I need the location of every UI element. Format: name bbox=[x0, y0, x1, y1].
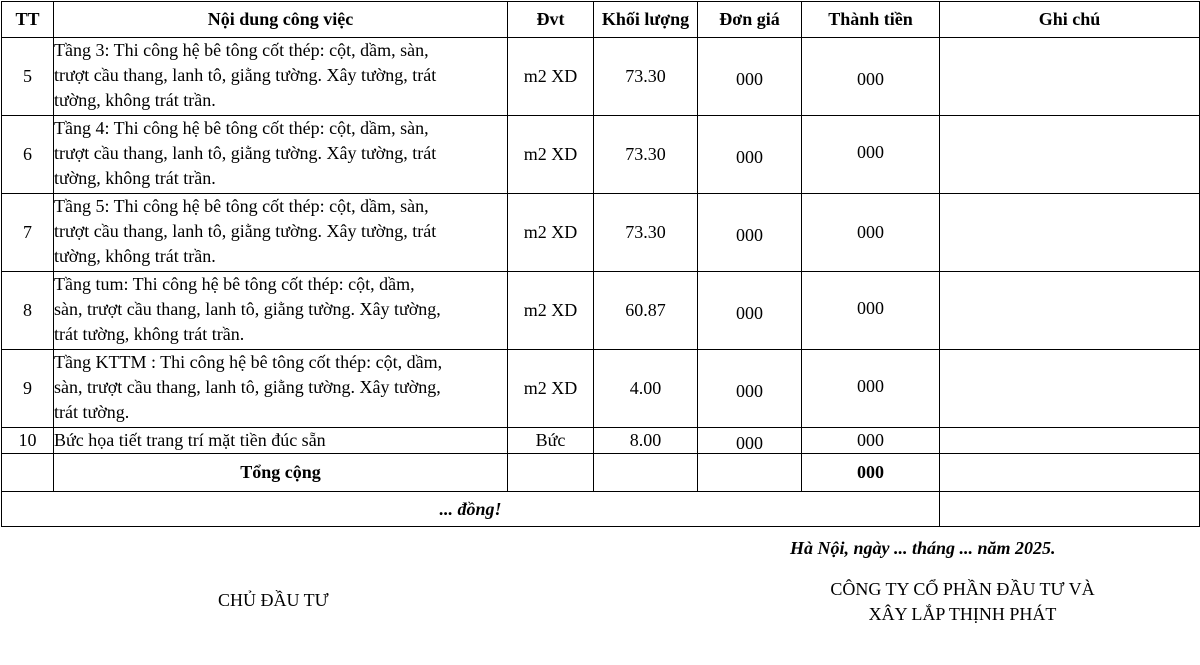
row-quantity: 60.87 bbox=[594, 272, 698, 350]
total-amount: 000 bbox=[802, 454, 940, 492]
total-tt-cell bbox=[2, 454, 54, 492]
row-content-text: Tầng KTTM : Thi công hệ bê tông cốt thép: cột, dầm, sàn, trượt cầu thang, lanh tô, giằng tường. Xây tường, trát tường. bbox=[54, 352, 443, 422]
row-tt: 6 bbox=[2, 116, 54, 194]
row-amount bbox=[802, 194, 940, 272]
row-tt: 10 bbox=[2, 428, 54, 454]
table-row bbox=[2, 350, 1200, 428]
table-row bbox=[2, 272, 1200, 350]
row-tt: 9 bbox=[2, 350, 54, 428]
row-tt: 7 bbox=[2, 194, 54, 272]
row-unit: m2 XD bbox=[508, 116, 594, 194]
row-unit-price bbox=[698, 428, 802, 454]
row-note bbox=[940, 194, 1200, 272]
amount-value: 000 bbox=[857, 222, 884, 242]
amount-in-words: ... đồng! bbox=[2, 492, 940, 527]
row-quantity: 4.00 bbox=[594, 350, 698, 428]
row-note bbox=[940, 272, 1200, 350]
row-amount bbox=[802, 116, 940, 194]
contractor-title: CÔNG TY CỔ PHẦN ĐẦU TƯ VÀ XÂY LẮP THỊNH PHÁT bbox=[830, 579, 1095, 624]
quotation-table bbox=[1, 1, 1200, 527]
unit-price-value: 000 bbox=[736, 303, 763, 323]
row-content bbox=[54, 116, 508, 194]
total-unit-price-cell bbox=[698, 454, 802, 492]
row-unit-price bbox=[698, 194, 802, 272]
table-row bbox=[2, 428, 1200, 454]
unit-price-value: 000 bbox=[736, 225, 763, 245]
row-unit: m2 XD bbox=[508, 350, 594, 428]
header-amount: Thành tiền bbox=[802, 2, 940, 38]
unit-price-value: 000 bbox=[736, 381, 763, 401]
row-tt: 5 bbox=[2, 38, 54, 116]
total-note-cell bbox=[940, 454, 1200, 492]
header-content: Nội dung công việc bbox=[54, 2, 508, 38]
row-unit-price bbox=[698, 38, 802, 116]
table-header-row bbox=[2, 2, 1200, 38]
amount-value: 000 bbox=[857, 142, 884, 162]
row-note bbox=[940, 116, 1200, 194]
row-unit: Bức bbox=[508, 428, 594, 454]
row-content bbox=[54, 350, 508, 428]
unit-price-value: 000 bbox=[736, 147, 763, 167]
row-content bbox=[54, 272, 508, 350]
row-amount bbox=[802, 272, 940, 350]
date-line: Hà Nội, ngày ... tháng ... năm 2025. bbox=[790, 538, 1056, 558]
row-content-text: Tầng 3: Thi công hệ bê tông cốt thép: cột, dầm, sàn, trượt cầu thang, lanh tô, giằng tường. Xây tường, trát tường, không trát trần. bbox=[54, 40, 437, 110]
row-quantity: 73.30 bbox=[594, 38, 698, 116]
investor-title: CHỦ ĐẦU TƯ bbox=[218, 590, 329, 610]
row-unit: m2 XD bbox=[508, 272, 594, 350]
row-content-text: Tầng 4: Thi công hệ bê tông cốt thép: cột, dầm, sàn, trượt cầu thang, lanh tô, giằng tường. Xây tường, trát tường, không trát trần. bbox=[54, 118, 437, 188]
row-content-text: Tầng 5: Thi công hệ bê tông cốt thép: cột, dầm, sàn, trượt cầu thang, lanh tô, giằng tường. Xây tường, trát tường, không trát trần. bbox=[54, 196, 437, 266]
unit-price-value: 000 bbox=[736, 69, 763, 89]
row-unit: m2 XD bbox=[508, 38, 594, 116]
row-unit-price bbox=[698, 350, 802, 428]
row-note bbox=[940, 350, 1200, 428]
total-quantity-cell bbox=[594, 454, 698, 492]
row-quantity: 73.30 bbox=[594, 194, 698, 272]
row-quantity: 8.00 bbox=[594, 428, 698, 454]
amount-in-words-note-cell bbox=[940, 492, 1200, 527]
row-amount: 000 bbox=[802, 428, 940, 454]
amount-in-words-row bbox=[2, 492, 1200, 527]
row-unit: m2 XD bbox=[508, 194, 594, 272]
row-content-text: Tầng tum: Thi công hệ bê tông cốt thép: cột, dầm, sàn, trượt cầu thang, lanh tô, giằng tường. Xây tường, trát tường, không trát trần. bbox=[54, 274, 441, 344]
row-amount bbox=[802, 38, 940, 116]
row-unit-price bbox=[698, 272, 802, 350]
row-unit-price bbox=[698, 116, 802, 194]
total-row bbox=[2, 454, 1200, 492]
table-row bbox=[2, 194, 1200, 272]
row-quantity: 73.30 bbox=[594, 116, 698, 194]
amount-value: 000 bbox=[857, 376, 884, 396]
unit-price-value: 000 bbox=[736, 433, 763, 453]
row-note bbox=[940, 38, 1200, 116]
header-note: Ghi chú bbox=[940, 2, 1200, 38]
table-row bbox=[2, 38, 1200, 116]
row-note bbox=[940, 428, 1200, 454]
amount-value: 000 bbox=[857, 69, 884, 89]
table-row bbox=[2, 116, 1200, 194]
row-amount bbox=[802, 350, 940, 428]
amount-value: 000 bbox=[857, 298, 884, 318]
header-unit-price: Đơn giá bbox=[698, 2, 802, 38]
total-unit-cell bbox=[508, 454, 594, 492]
row-tt: 8 bbox=[2, 272, 54, 350]
row-content bbox=[54, 38, 508, 116]
total-label: Tổng cộng bbox=[54, 454, 508, 492]
header-quantity: Khối lượng bbox=[594, 2, 698, 38]
row-content: Bức họa tiết trang trí mặt tiền đúc sẵn bbox=[54, 428, 508, 454]
row-content bbox=[54, 194, 508, 272]
header-tt: TT bbox=[2, 2, 54, 38]
header-unit: Đvt bbox=[508, 2, 594, 38]
